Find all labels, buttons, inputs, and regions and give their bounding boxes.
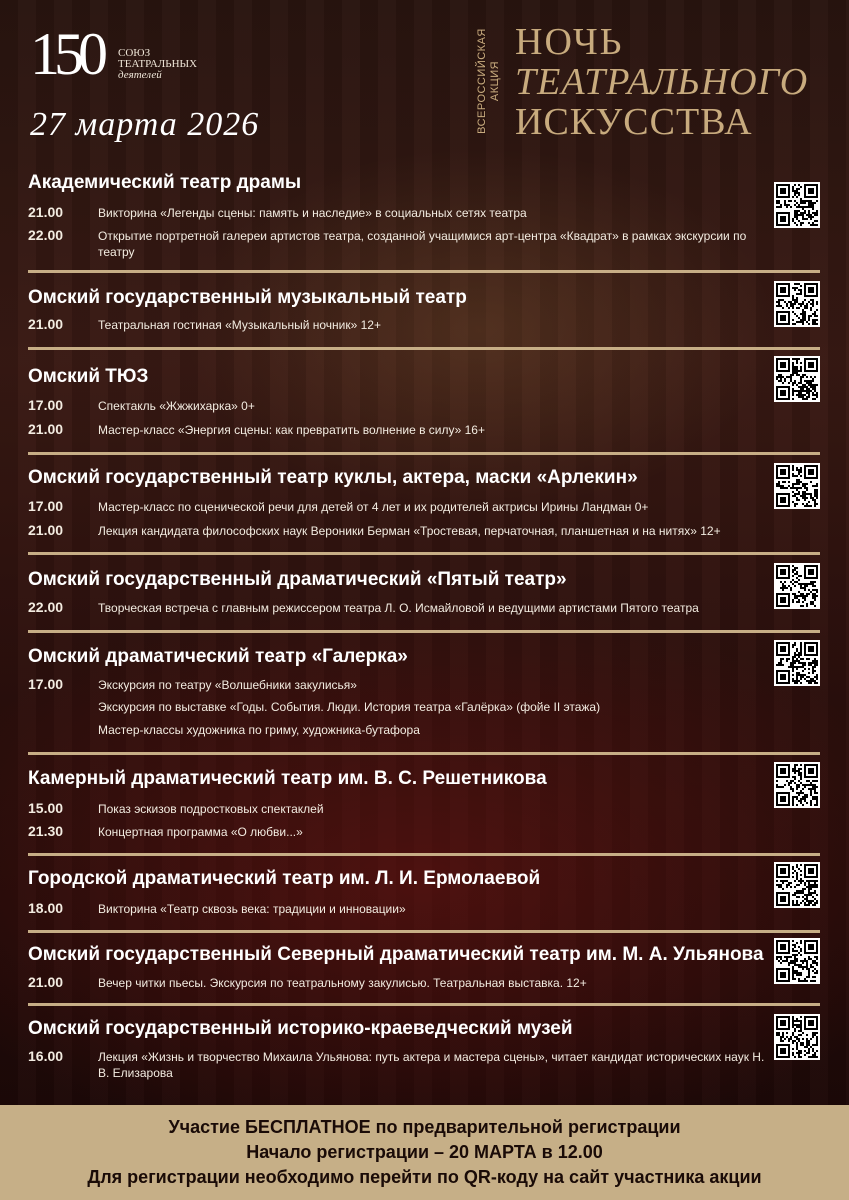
footer-line1: Участие БЕСПЛАТНОЕ по предварительной регистрации [168, 1117, 681, 1137]
event-description: Экскурсия по театру «Волшебники закулисья» [98, 678, 357, 692]
logo-number: 150 [30, 21, 102, 87]
event-time: 16.00 [28, 1048, 64, 1064]
event-description: Мастер-классы художника по гриму, художника-бутафора [98, 723, 420, 737]
section-divider [28, 853, 820, 856]
event-time: 18.00 [28, 900, 64, 916]
qr-code-icon[interactable] [774, 862, 820, 908]
section-divider [28, 1003, 820, 1006]
theater-name: Омский драматический театр «Галерка» [28, 646, 408, 667]
event-description: Мастер-класс по сценической речи для детей от 4 лет и их родителей актрисы Ирины Ландман 0+ [98, 500, 649, 514]
vertical-label: ВСЕРОССИЙСКАЯ АКЦИЯ [476, 28, 501, 134]
title-line2: ТЕАТРАЛЬНОГО [515, 61, 809, 103]
theater-name: Омский государственный Северный драматический театр им. М. А. Ульянова [28, 944, 764, 965]
section-divider [28, 347, 820, 350]
title-line3: ИСКУССТВА [515, 101, 753, 143]
event-time: 22.00 [28, 599, 64, 615]
section-divider [28, 452, 820, 455]
event-time: 17.00 [28, 397, 64, 413]
qr-code-icon[interactable] [774, 762, 820, 808]
event-time: 21.00 [28, 204, 64, 220]
event-time: 17.00 [28, 676, 64, 692]
event-time: 15.00 [28, 800, 64, 816]
section-divider [28, 552, 820, 555]
event-time: 21.00 [28, 316, 64, 332]
qr-code-icon[interactable] [774, 182, 820, 228]
event-time: 21.00 [28, 522, 64, 538]
event-time: 22.00 [28, 227, 64, 243]
section-divider [28, 270, 820, 273]
footer-line2: Начало регистрации – 20 МАРТА в 12.00 [246, 1142, 603, 1162]
event-description: Показ эскизов подростковых спектаклей [98, 802, 324, 816]
footer-line3: Для регистрации необходимо перейти по QR-коду на сайт участника акции [87, 1167, 762, 1187]
section-divider [28, 930, 820, 933]
theater-name: Омский государственный музыкальный театр [28, 287, 467, 308]
event-description: Вечер читки пьесы. Экскурсия по театральному закулисью. Театральная выставка. 12+ [98, 976, 587, 990]
event-description: Мастер-класс «Энергия сцены: как превратить волнение в силу» 16+ [98, 423, 485, 437]
anniversary-logo [30, 21, 198, 87]
qr-code-icon[interactable] [774, 1014, 820, 1060]
theater-name: Камерный драматический театр им. В. С. Решетникова [28, 768, 547, 789]
event-description: Открытие портретной галереи артистов театра, созданной учащимися арт-центра «Квадрат» в рамках экскурсии по театру [98, 229, 747, 259]
logo-org-line1: СОЮЗ [118, 47, 151, 59]
qr-code-icon[interactable] [774, 938, 820, 984]
event-description: Концертная программа «О любви...» [98, 825, 303, 839]
registration-footer [0, 1105, 849, 1200]
theater-name: Академический театр драмы [28, 172, 302, 193]
logo-org [118, 48, 218, 81]
event-description: Творческая встреча с главным режиссером театра Л. О. Исмайловой и ведущими артистами Пятого театра [98, 601, 699, 615]
section-divider [28, 630, 820, 633]
event-time: 21.30 [28, 823, 64, 839]
event-description: Лекция «Жизнь и творчество Михаила Ульянова: путь актера и мастера сцены», читает кандидат исторических наук Н. В. Елизарова [98, 1050, 765, 1080]
qr-code-icon[interactable] [774, 640, 820, 686]
theater-name: Городской драматический театр им. Л. И. Ермолаевой [28, 868, 541, 889]
theater-name: Омский государственный драматический «Пятый театр» [28, 569, 567, 590]
event-description: Викторина «Театр сквозь века: традиции и инновации» [98, 902, 406, 916]
event-time: 17.00 [28, 498, 64, 514]
poster-title [515, 22, 808, 142]
vertical-label-box [472, 28, 506, 142]
logo-org-line2: ТЕАТРАЛЬНЫХ [118, 58, 198, 70]
event-date: 27 марта 2026 [30, 106, 260, 143]
theater-name: Омский государственный театр куклы, актера, маски «Арлекин» [28, 467, 638, 488]
event-description: Экскурсия по выставке «Годы. События. Люди. История театра «Галёрка» (фойе II этажа) [98, 700, 601, 714]
event-description: Лекция кандидата философских наук Вероники Берман «Тростевая, перчаточная, планшетная и на нитях» 12+ [98, 524, 721, 538]
title-line1: НОЧЬ [515, 21, 624, 63]
event-description: Театральная гостиная «Музыкальный ночник» 12+ [98, 318, 381, 332]
qr-code-icon[interactable] [774, 563, 820, 609]
section-divider [28, 752, 820, 755]
event-description: Спектакль «Жжжихарка» 0+ [98, 399, 255, 413]
theater-name: Омский государственный историко-краеведческий музей [28, 1018, 573, 1039]
event-time: 21.00 [28, 421, 64, 437]
theater-name: Омский ТЮЗ [28, 366, 149, 387]
logo-org-line3: деятелей [118, 69, 162, 81]
qr-code-icon[interactable] [774, 463, 820, 509]
qr-code-icon[interactable] [774, 281, 820, 327]
event-description: Викторина «Легенды сцены: память и наследие» в социальных сетях театра [98, 206, 527, 220]
event-time: 21.00 [28, 974, 64, 990]
qr-code-icon[interactable] [774, 356, 820, 402]
